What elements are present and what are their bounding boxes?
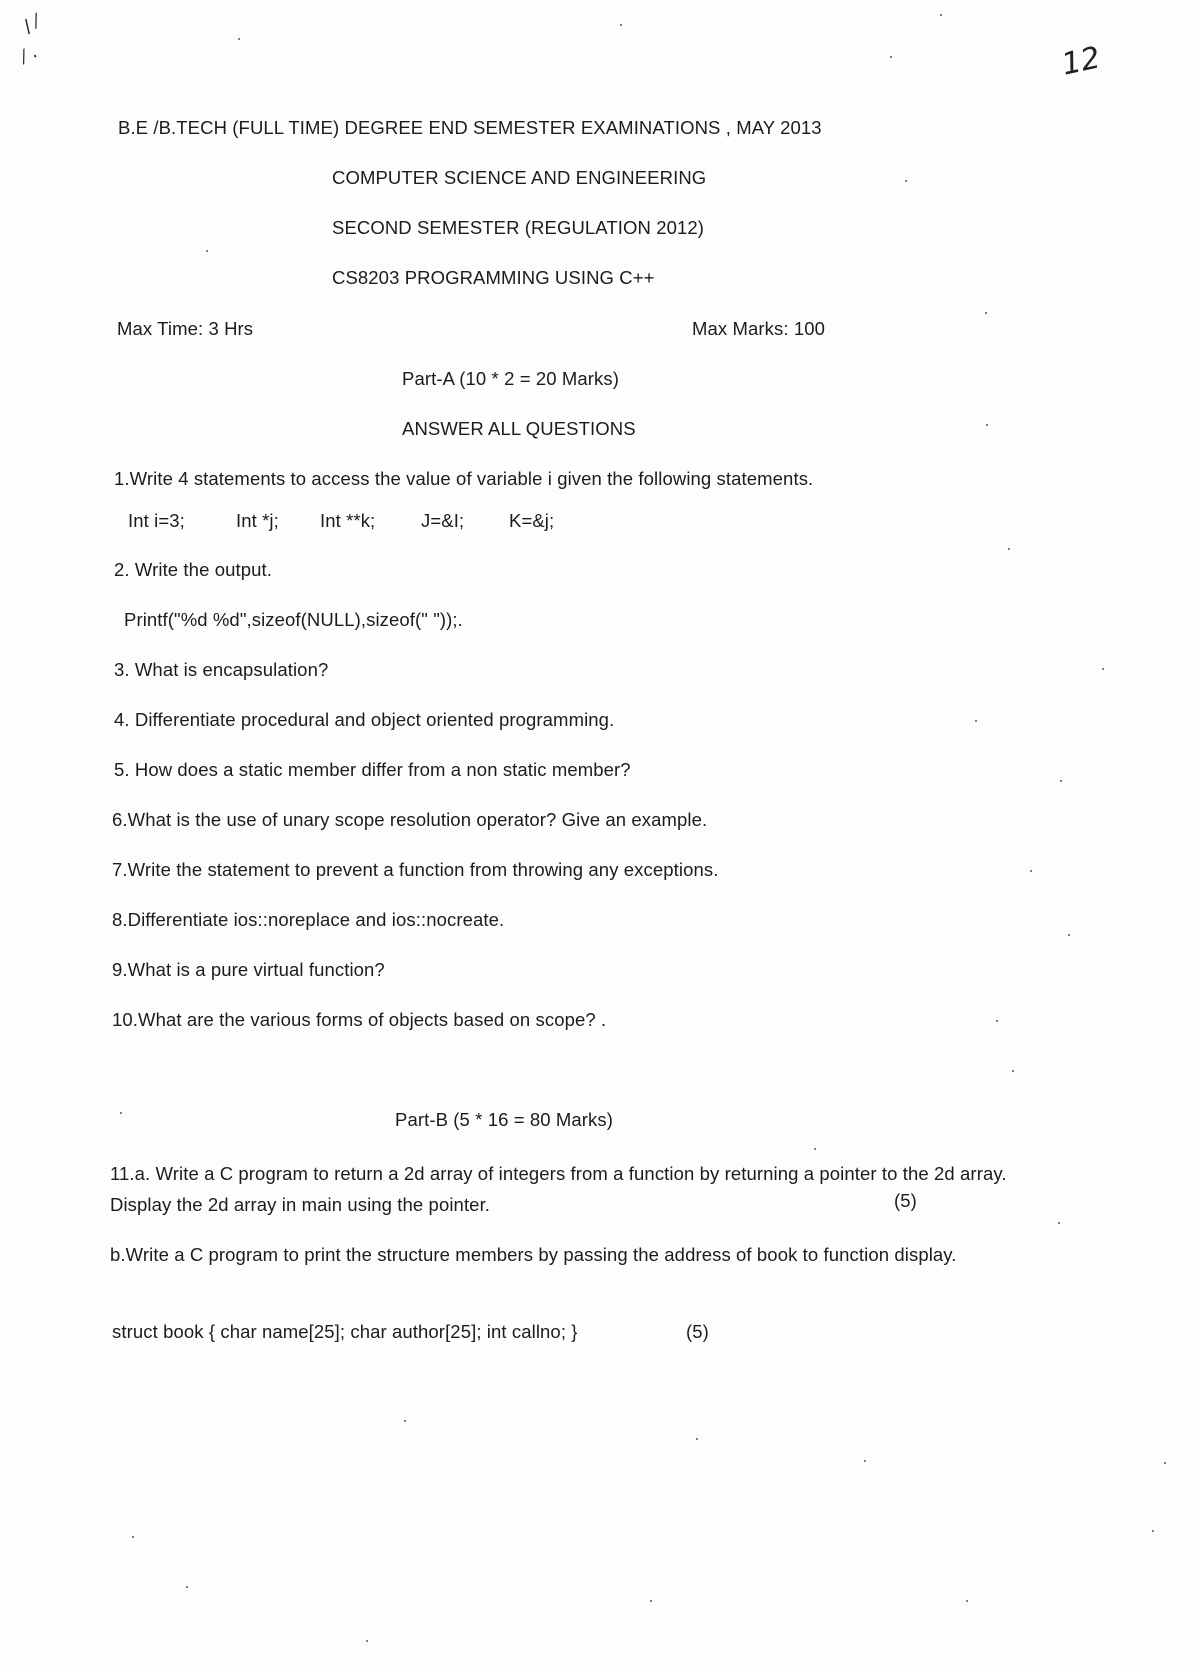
code-statement: Int **k; [320, 510, 376, 531]
scan-speck [1008, 548, 1010, 550]
question-7: 7.Write the statement to prevent a function from throwing any exceptions. [112, 859, 719, 880]
scan-speck [1102, 668, 1104, 670]
scan-speck [986, 424, 988, 426]
scan-speck [696, 1438, 698, 1440]
question-11b: b.Write a C program to print the structure members by passing the address of book to function display. [110, 1244, 957, 1265]
course-title: CS8203 PROGRAMMING USING C++ [332, 267, 655, 288]
scan-speck [996, 1020, 998, 1022]
scan-speck [238, 38, 240, 40]
scan-speck [132, 1536, 134, 1538]
part-a-instruction: ANSWER ALL QUESTIONS [402, 418, 636, 439]
scan-speck [186, 1586, 188, 1588]
question-2: 2. Write the output. [114, 559, 272, 580]
question-4: 4. Differentiate procedural and object oriented programming. [114, 709, 615, 730]
scan-speck [650, 1600, 652, 1602]
scan-speck [1152, 1530, 1154, 1532]
scan-speck [940, 14, 942, 16]
corner-scribble-icon: ⁄ . [17, 41, 41, 68]
question-11a-marks: (5) [894, 1190, 917, 1211]
scan-speck [1068, 934, 1070, 936]
question-8: 8.Differentiate ios::noreplace and ios::nocreate. [112, 909, 505, 930]
scan-speck [864, 1460, 866, 1462]
scan-speck [1058, 1222, 1060, 1224]
code-statement: Int i=3; [128, 510, 185, 531]
part-a-title: Part-A (10 * 2 = 20 Marks) [402, 368, 619, 389]
question-3: 3. What is encapsulation? [114, 659, 329, 680]
question-10: 10.What are the various forms of objects based on scope? . [112, 1009, 607, 1030]
question-11b-code: struct book { char name[25]; char author[25]; int callno; } [112, 1321, 578, 1342]
question-2-code: Printf("%d %d",sizeof(NULL),sizeof(" "));. [124, 609, 463, 630]
scan-speck [366, 1640, 368, 1642]
scan-speck [814, 1148, 816, 1150]
corner-page-mark: 12 [1058, 40, 1104, 83]
scan-speck [1164, 1462, 1166, 1464]
scan-speck [120, 1112, 122, 1114]
department-title: COMPUTER SCIENCE AND ENGINEERING [332, 167, 707, 188]
max-time: Max Time: 3 Hrs [117, 318, 254, 339]
scan-speck [404, 1420, 406, 1422]
scan-speck [890, 56, 892, 58]
question-11b-marks: (5) [686, 1321, 709, 1342]
code-statement: Int *j; [236, 510, 279, 531]
question-9: 9.What is a pure virtual function? [112, 959, 385, 980]
part-b-title: Part-B (5 * 16 = 80 Marks) [395, 1109, 613, 1130]
question-11a: 11.a. Write a C program to return a 2d array of integers from a function by returning a pointer to the 2d array. Display the 2d array in main using the pointer. [110, 1163, 1007, 1215]
scan-speck [975, 720, 977, 722]
corner-scribble-icon: / ⁄ [19, 11, 44, 38]
scan-speck [1030, 870, 1032, 872]
scan-speck [620, 24, 622, 26]
question-1-code [128, 509, 608, 533]
scan-speck [206, 250, 208, 252]
max-marks: Max Marks: 100 [692, 318, 825, 339]
exam-title: B.E /B.TECH (FULL TIME) DEGREE END SEMESTER EXAMINATIONS , MAY 2013 [118, 117, 822, 138]
code-statement: J=&I; [421, 510, 465, 531]
code-statement: K=&j; [509, 510, 555, 531]
question-6: 6.What is the use of unary scope resolution operator? Give an example. [112, 809, 708, 830]
scan-speck [985, 312, 987, 314]
question-1: 1.Write 4 statements to access the value of variable i given the following statements. [114, 468, 814, 489]
scan-speck [1012, 1070, 1014, 1072]
scan-speck [905, 180, 907, 182]
scan-speck [1060, 780, 1062, 782]
scan-speck [966, 1600, 968, 1602]
question-5: 5. How does a static member differ from a non static member? [114, 759, 631, 780]
semester-title: SECOND SEMESTER (REGULATION 2012) [332, 217, 705, 238]
